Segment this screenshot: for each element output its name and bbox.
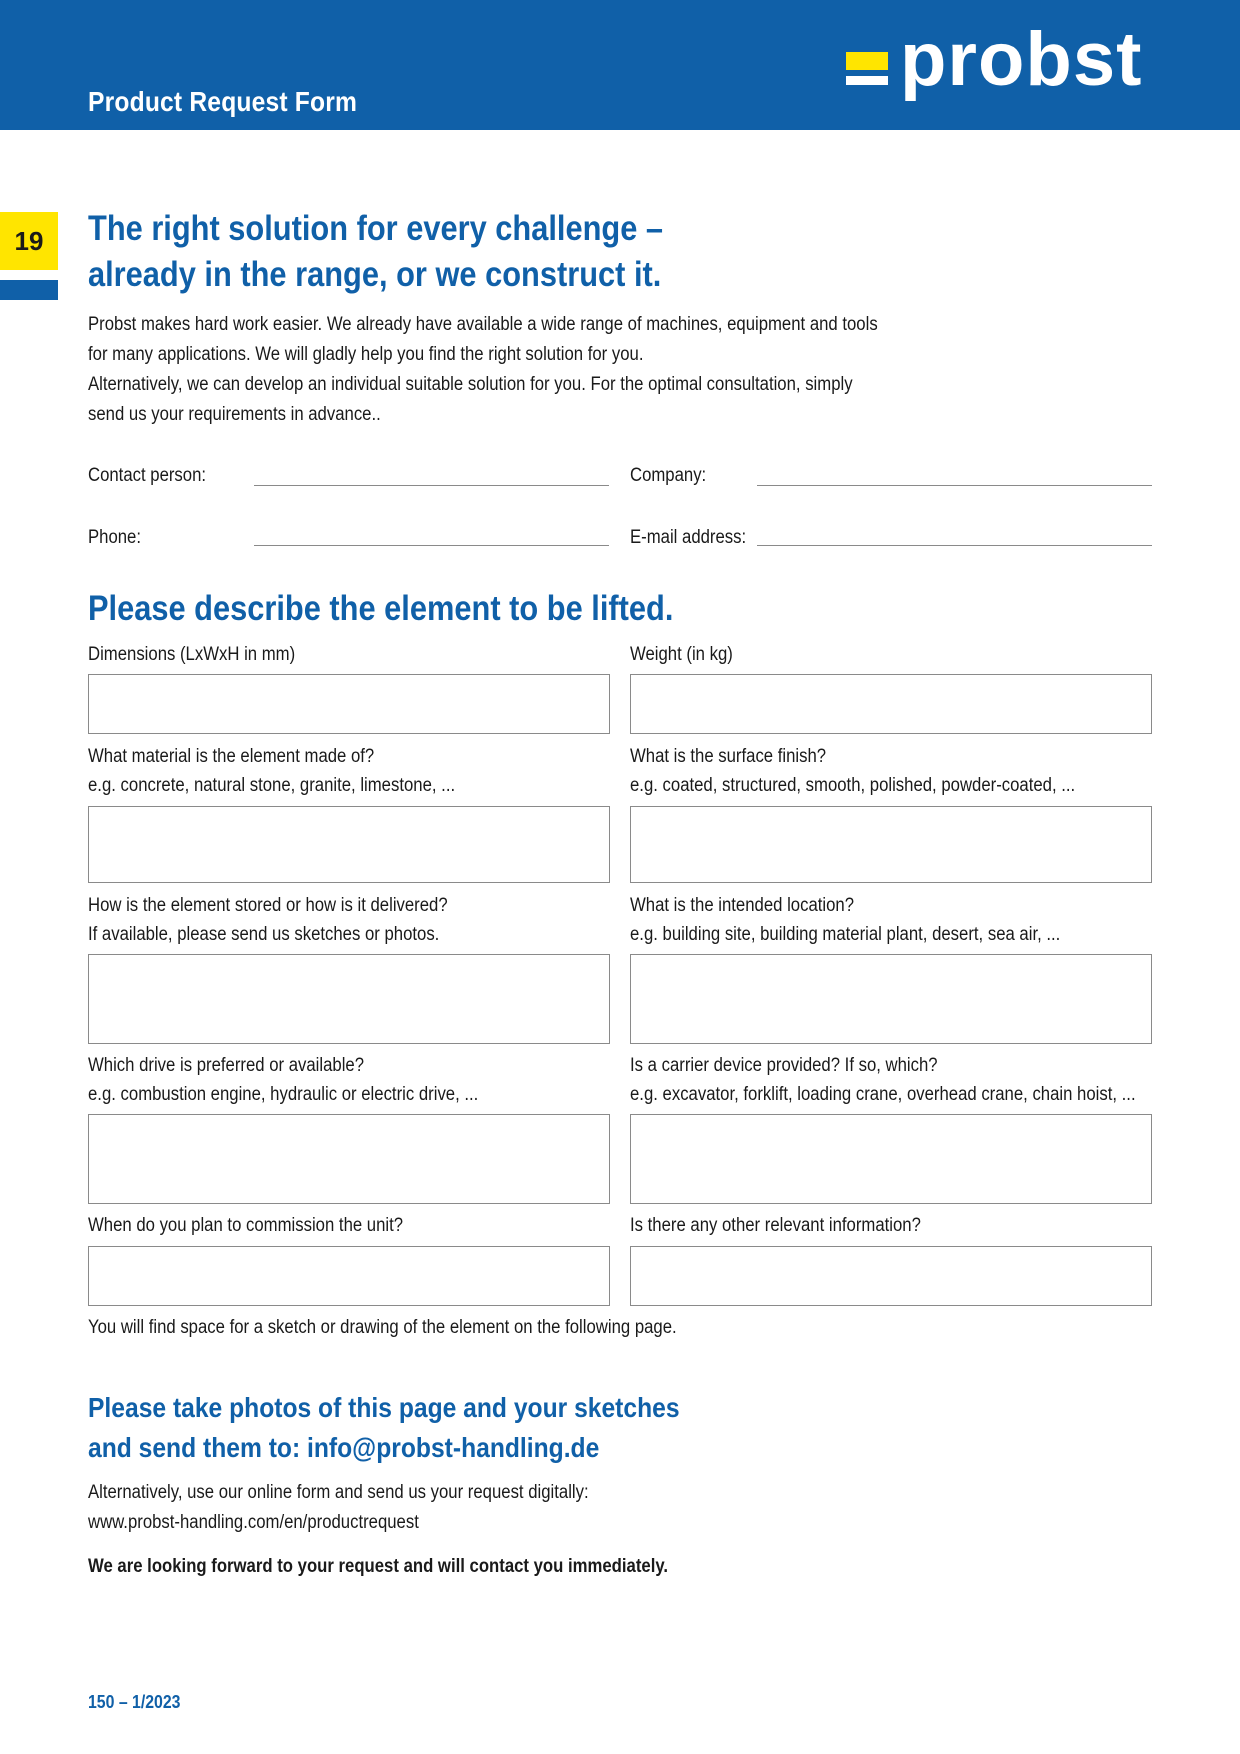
phone-label: Phone:: [88, 527, 142, 548]
material-label: [88, 742, 455, 800]
alternative-text: [88, 1478, 589, 1538]
logo-text: probst: [900, 17, 1143, 102]
cta-heading: [88, 1388, 680, 1468]
headline-line1: The right solution for every challenge –: [88, 209, 664, 248]
carrier-label-line2: e.g. excavator, forklift, loading crane, overhead crane, chain hoist, ...: [630, 1084, 1136, 1105]
intro-line3: Alternatively, we can develop an individual suitable solution for you. For the optimal consultation, simply: [88, 374, 853, 395]
headline: [88, 206, 663, 298]
contact-person-field[interactable]: [254, 485, 609, 486]
intro-text: [88, 310, 880, 430]
section-title: Please describe the element to be lifted.: [88, 589, 674, 628]
other-label-line1: Is there any other relevant information?: [630, 1215, 921, 1236]
contact-person-label: Contact person:: [88, 465, 207, 486]
company-field[interactable]: [757, 485, 1152, 486]
material-input[interactable]: [88, 806, 610, 883]
dimensions-label-line1: Dimensions (LxWxH in mm): [88, 644, 296, 665]
product-request-link[interactable]: www.probst-handling.com/en/productrequest: [88, 1512, 419, 1533]
email-label: E-mail address:: [630, 527, 747, 548]
surface-label-line2: e.g. coated, structured, smooth, polished, powder-coated, ...: [630, 775, 1076, 796]
drive-label-line1: Which drive is preferred or available?: [88, 1055, 365, 1076]
carrier-label-line1: Is a carrier device provided? If so, which?: [630, 1055, 938, 1076]
commission-input[interactable]: [88, 1246, 610, 1306]
intro-line1: Probst makes hard work easier. We already have available a wide range of machines, equipment and tools: [88, 314, 878, 335]
other-label: [630, 1211, 921, 1240]
headline-line2: already in the range, or we construct it.: [88, 255, 662, 294]
storage-input[interactable]: [88, 954, 610, 1044]
location-label-line1: What is the intended location?: [630, 895, 855, 916]
company-label: Company:: [630, 465, 707, 486]
probst-logo: [846, 17, 1156, 106]
drive-label: [88, 1051, 478, 1109]
location-label: [630, 891, 1060, 949]
other-input[interactable]: [630, 1246, 1152, 1306]
logo-bar-yellow: [846, 52, 888, 70]
location-label-line2: e.g. building site, building material plant, desert, sea air, ...: [630, 924, 1061, 945]
intro-line2: for many applications. We will gladly help you find the right solution for you.: [88, 344, 644, 365]
commission-label-line1: When do you plan to commission the unit?: [88, 1215, 404, 1236]
footer-page-info: 150 – 1/2023: [88, 1692, 181, 1712]
intro-line4: send us your requirements in advance..: [88, 404, 381, 425]
storage-label: [88, 891, 448, 949]
material-label-line1: What material is the element made of?: [88, 746, 375, 767]
weight-input[interactable]: [630, 674, 1152, 734]
storage-label-line2: If available, please send us sketches or photos.: [88, 924, 440, 945]
drive-input[interactable]: [88, 1114, 610, 1204]
page-number-tab: 19: [0, 212, 58, 270]
alternative-line1: Alternatively, use our online form and send us your request digitally:: [88, 1482, 589, 1503]
header-title: Product Request Form: [88, 86, 358, 117]
carrier-label: [630, 1051, 1136, 1109]
cta-line2: and send them to: info@probst-handling.de: [88, 1432, 600, 1463]
location-input[interactable]: [630, 954, 1152, 1044]
material-label-line2: e.g. concrete, natural stone, granite, limestone, ...: [88, 775, 456, 796]
drive-label-line2: e.g. combustion engine, hydraulic or electric drive, ...: [88, 1084, 479, 1105]
email-field[interactable]: [757, 545, 1152, 546]
logo-bar-white: [846, 76, 888, 85]
surface-label-line1: What is the surface finish?: [630, 746, 827, 767]
carrier-input[interactable]: [630, 1114, 1152, 1204]
cta-line1: Please take photos of this page and your sketches: [88, 1392, 680, 1423]
surface-input[interactable]: [630, 806, 1152, 883]
phone-field[interactable]: [254, 545, 609, 546]
dimensions-input[interactable]: [88, 674, 610, 734]
commission-label: [88, 1211, 403, 1240]
weight-label: [630, 640, 733, 669]
storage-label-line1: How is the element stored or how is it delivered?: [88, 895, 448, 916]
page-header: [0, 0, 1240, 130]
weight-label-line1: Weight (in kg): [630, 644, 733, 665]
sketch-note: You will find space for a sketch or drawing of the element on the following page.: [88, 1317, 677, 1338]
dimensions-label: [88, 640, 295, 669]
page-tab-bar: [0, 280, 58, 300]
closing-text: We are looking forward to your request and will contact you immediately.: [88, 1556, 669, 1577]
surface-label: [630, 742, 1075, 800]
